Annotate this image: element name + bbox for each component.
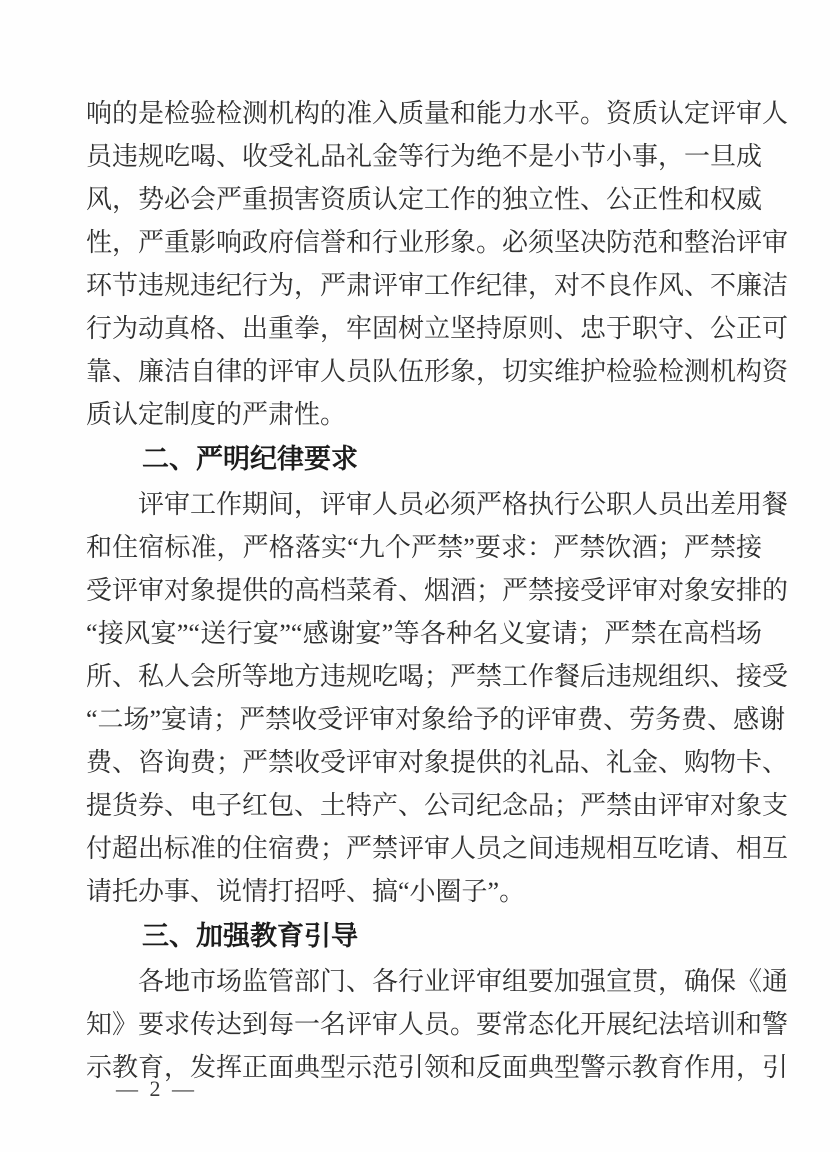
text-line: 各地市场监管部门、各行业评审组要加强宣贯，确保《通 <box>138 967 789 996</box>
paragraph-3 <box>86 960 789 1089</box>
paragraph-1 <box>86 92 789 436</box>
text-line: 所、私人会所等地方违规吃喝；严禁工作餐后违规组织、接受 <box>86 662 789 691</box>
text-line: 示教育，发挥正面典型示范引领和反面典型警示教育作用，引 <box>86 1053 789 1082</box>
page-number: — 2 — <box>116 1076 197 1101</box>
text-line: 环节违规违纪行为，严肃评审工作纪律，对不良作风、不廉洁 <box>86 271 789 300</box>
text-line: 费、咨询费；严禁收受评审对象提供的礼品、礼金、购物卡、 <box>86 748 789 777</box>
text-line: 请托办事、说情打招呼、搞“小圈子”。 <box>86 877 526 906</box>
text-line: 行为动真格、出重拳，牢固树立坚持原则、忠于职守、公正可 <box>86 314 789 343</box>
text-line: 质认定制度的严肃性。 <box>86 400 347 429</box>
text-line: 性，严重影响政府信誉和行业形象。必须坚决防范和整治评审 <box>86 228 789 257</box>
text-line: 和住宿标准，严格落实“九个严禁”要求：严禁饮酒；严禁接 <box>86 533 762 562</box>
text-line: 评审工作期间，评审人员必须严格执行公职人员出差用餐 <box>138 490 789 519</box>
text-line: 提货券、电子红包、土特产、公司纪念品；严禁由评审对象支 <box>86 791 789 820</box>
text-line: 知》要求传达到每一名评审人员。要常态化开展纪法培训和警 <box>86 1010 789 1039</box>
text-line: 响的是检验检测机构的准入质量和能力水平。资质认定评审人 <box>86 99 789 128</box>
section-heading-education: 三、加强教育引导 <box>142 921 358 951</box>
text-line: 靠、廉洁自律的评审人员队伍形象，切实维护检验检测机构资 <box>86 357 789 386</box>
text-line: 员违规吃喝、收受礼品礼金等行为绝不是小节小事，一旦成 <box>86 142 763 171</box>
text-line: “二场”宴请；严禁收受评审对象给予的评审费、劳务费、感谢 <box>86 705 786 734</box>
text-line: 风，势必会严重损害资质认定工作的独立性、公正性和权威 <box>86 185 763 214</box>
text-line: 受评审对象提供的高档菜肴、烟酒；严禁接受评审对象安排的 <box>86 576 789 605</box>
section-heading-discipline: 二、严明纪律要求 <box>142 444 358 474</box>
document-body <box>86 92 789 1089</box>
text-line: 付超出标准的住宿费；严禁评审人员之间违规相互吃请、相互 <box>86 834 789 863</box>
text-line: “接风宴”“送行宴”“感谢宴”等各种名义宴请；严禁在高档场 <box>86 619 762 648</box>
paragraph-2 <box>86 483 789 913</box>
